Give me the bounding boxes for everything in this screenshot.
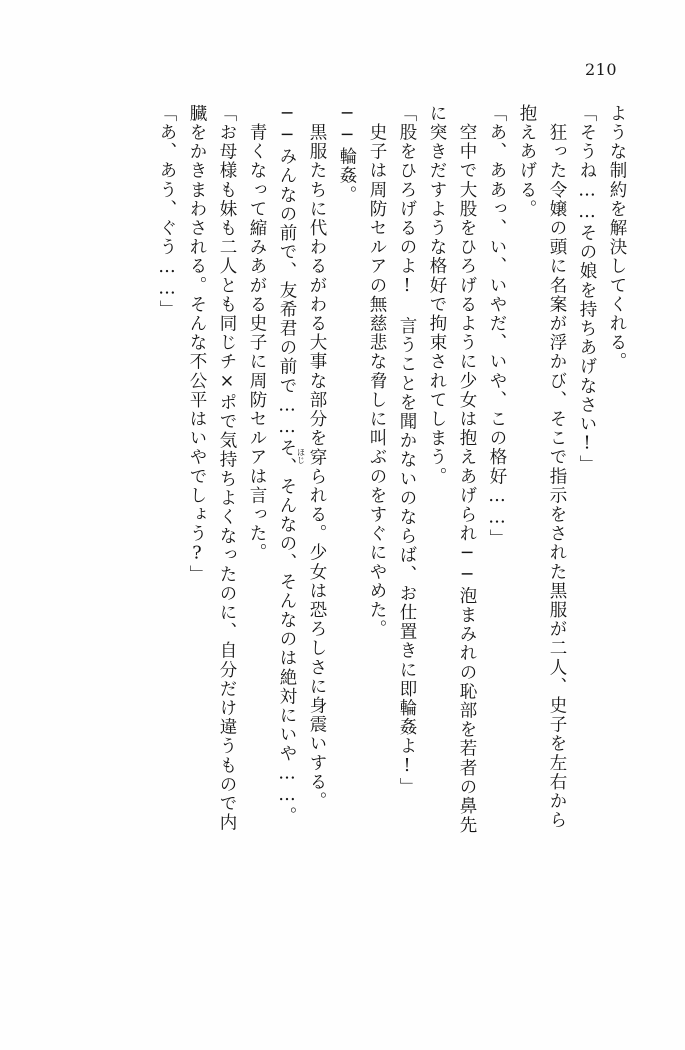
text-line: 青くなって縮みあがる史子に周防セルアは言った。 [247,104,267,563]
text-line: 「あ、ああっ、い、いやだ、いや、この格好……」 [487,104,507,549]
text-line: 黒服たちに代わるがわる大事な部分を穿 ほじ られる。少女は恐ろしさに身震いする。 [296,104,327,811]
text-line: ──みんなの前で、友希君の前で……そ、そんなの、そんなのは絶対にいや……。 [277,104,297,826]
text-line: 「あ、あう、ぐう……」 [157,104,177,320]
text-line: ──輪姦。 [337,104,357,205]
text-line: 抱えあげる。 [517,104,537,219]
text-line: 「股をひろげるのよ! 言うことを聞かないのならば、お仕置きに即輪姦よ!」 [397,104,417,797]
text-line: ような制約を解決してくれる。 [607,104,627,372]
text-line: 臓をかきまわされる。そんな不公平はいやでしょう?」 [187,104,207,584]
vertical-text-body [60,104,625,984]
text-line: に突きだすような格好で拘束されてしまう。 [427,104,447,486]
page-number: 210 [584,60,617,79]
text-line: 「そうね……その娘を持ちあげなさい!」 [577,104,597,475]
text-line: 狂った令嬢の頭に名案が浮かび、そこで指示をされた黒服が二人、史子を左右から [547,104,567,830]
ruby-base: 穿 [307,447,327,467]
text-line: 史子は周防セルアの無慈悲な脅しに叫ぶのをすぐにやめた。 [367,104,387,639]
text-line: 空中で大股をひろげるように少女は抱えあげられ──泡まみれの恥部を若者の鼻先 [457,104,477,835]
ruby-reading: ほじ [296,447,306,464]
text-line-with-ruby [295,104,325,984]
text-line: 「お母様も妹も二人とも同じチ×ポで気持ちよくなったのに、自分だけ違うもので内 [217,104,237,833]
ruby-annotation [296,447,327,467]
